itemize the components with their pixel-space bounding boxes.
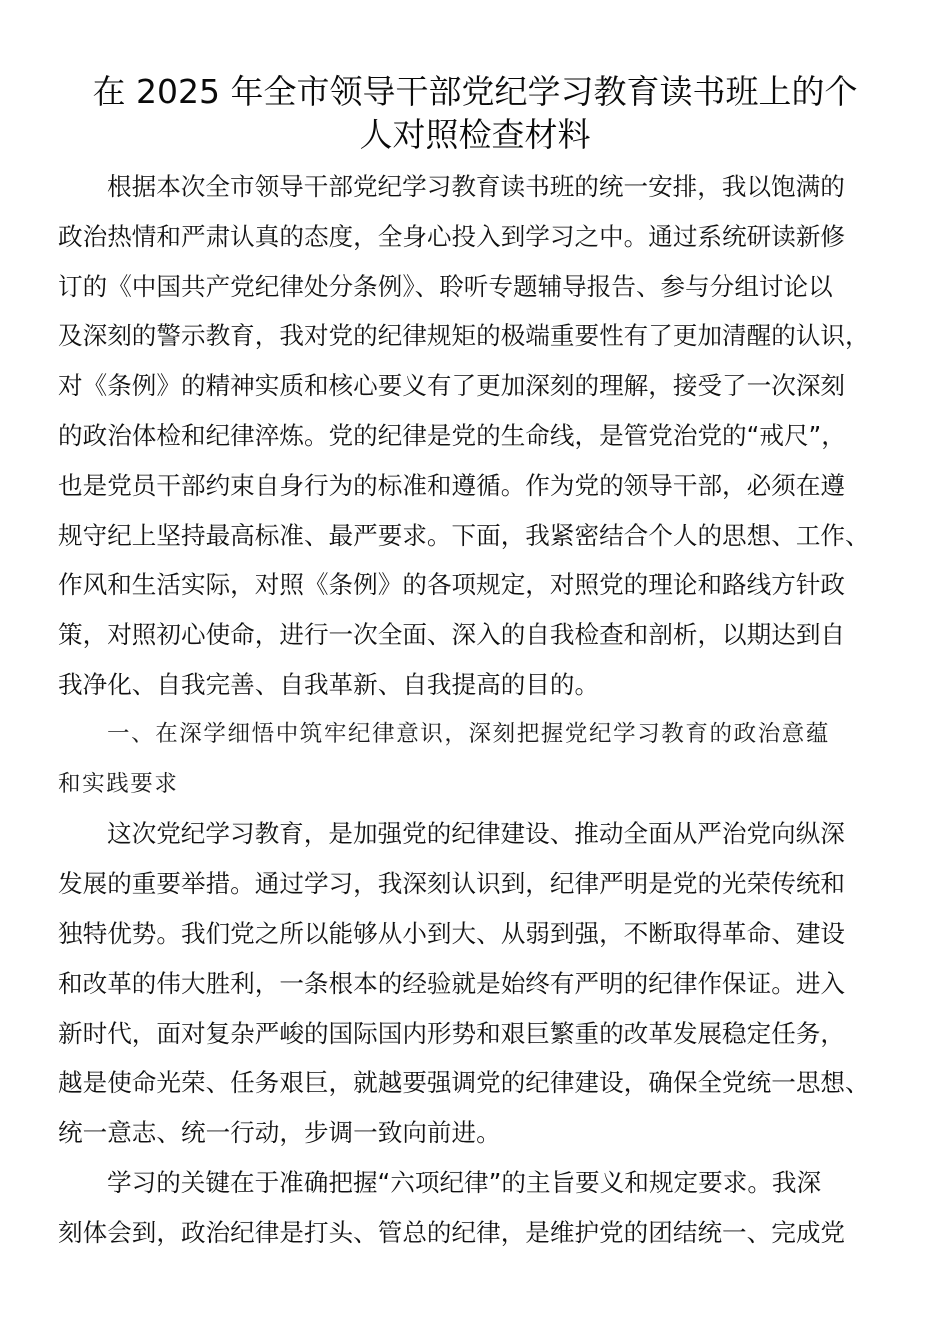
paragraph-line: 和改革的伟大胜利，一条根本的经验就是始终有严明的纪律作保证。进入	[58, 968, 846, 998]
paragraph-line: 学习的关键在于准确把握“六项纪律”的主旨要义和规定要求。我深	[107, 1167, 822, 1197]
paragraph-line: 统一意志、统一行动，步调一致向前进。	[58, 1118, 501, 1148]
paragraph-line: 刻体会到，政治纪律是打头、管总的纪律，是维护党的团结统一、完成党	[58, 1217, 846, 1247]
paragraph-line: 作风和生活实际，对照《条例》的各项规定，对照党的理论和路线方针政	[58, 570, 846, 600]
heading-line: 一、在深学细悟中筑牢纪律意识，深刻把握党纪学习教育的政治意蕴	[107, 720, 831, 747]
paragraph-line: 越是使命光荣、任务艰巨，就越要强调党的纪律建设，确保全党统一思想、	[58, 1068, 870, 1098]
paragraph-intro	[58, 162, 898, 710]
paragraph-line: 独特优势。我们党之所以能够从小到大、从弱到强，不断取得革命、建设	[58, 918, 846, 948]
paragraph-line: 对《条例》的精神实质和核心要义有了更加深刻的理解，接受了一次深刻	[58, 371, 846, 401]
paragraph-line: 新时代，面对复杂严峻的国际国内形势和艰巨繁重的改革发展稳定任务，	[58, 1018, 846, 1048]
paragraph-line: 这次党纪学习教育，是加强党的纪律建设、推动全面从严治党向纵深	[107, 819, 845, 849]
paragraph-six-disciplines	[58, 1158, 898, 1258]
paragraph-line: 订的《中国共产党纪律处分条例》、聆听专题辅导报告、参与分组讨论以	[58, 271, 833, 301]
document-title	[40, 70, 910, 156]
paragraph-line: 规守纪上坚持最高标准、最严要求。下面，我紧密结合个人的思想、工作、	[58, 520, 870, 550]
paragraph-line: 发展的重要举措。通过学习，我深刻认识到，纪律严明是党的光荣传统和	[58, 869, 846, 899]
title-line: 人对照检查材料	[359, 115, 591, 154]
paragraph-line: 也是党员干部约束自身行为的标准和遵循。作为党的领导干部，必须在遵	[58, 470, 846, 500]
paragraph-line: 根据本次全市领导干部党纪学习教育读书班的统一安排，我以饱满的	[107, 172, 845, 201]
paragraph-line: 的政治体检和纪律淬炼。党的纪律是党的生命线，是管党治党的“戒尺”，	[58, 420, 846, 450]
paragraph-line: 及深刻的警示教育，我对党的纪律规矩的极端重要性有了更加清醒的认识，	[58, 321, 870, 351]
title-line: 在 2025 年全市领导干部党纪学习教育读书班上的个	[92, 72, 858, 111]
paragraph-line: 政治热情和严肃认真的态度，全身心投入到学习之中。通过系统研读新修	[58, 221, 846, 251]
document-body	[58, 162, 898, 1258]
section-heading-1	[58, 710, 898, 810]
paragraph-line: 我净化、自我完善、自我革新、自我提高的目的。	[58, 669, 600, 699]
paragraph-line: 策，对照初心使命，进行一次全面、深入的自我检查和剖析，以期达到自	[58, 620, 846, 650]
heading-line: 和实践要求	[58, 770, 179, 797]
paragraph-significance	[58, 809, 898, 1158]
